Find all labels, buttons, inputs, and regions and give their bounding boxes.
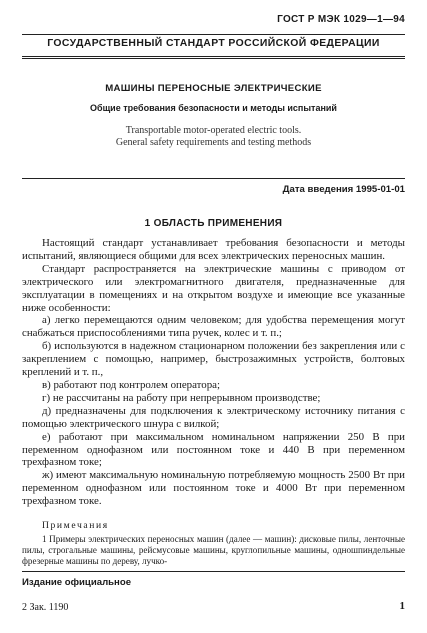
list-item: а) легко перемещаются одним человеком; для удобства перемещения могут снабжаться приспособлениями типа ручек, колес и т. п.; <box>22 314 405 340</box>
subtitle-russian: Общие требования безопасности и методы испытаний <box>90 103 337 113</box>
document-code: ГОСТ Р МЭК 1029—1—94 <box>277 14 405 25</box>
state-standard-banner: ГОСУДАРСТВЕННЫЙ СТАНДАРТ РОССИЙСКОЙ ФЕДЕРАЦИИ <box>47 38 380 49</box>
list-item: ж) имеют максимальную номинальную потребляемую мощность 2500 Вт при переменном однофазном или постоянном токе и 4000 Вт при переменном трехфазном токе. <box>22 469 405 508</box>
footer-rule <box>22 571 405 572</box>
paragraph: Настоящий стандарт устанавливает требования безопасности и методы испытаний, являющиеся общими для всех электрических переносных машин. <box>22 237 405 262</box>
notes-text <box>22 534 405 568</box>
banner-rule-1 <box>22 56 405 57</box>
section-heading: 1 ОБЛАСТЬ ПРИМЕНЕНИЯ <box>144 218 283 229</box>
banner-rule-2 <box>22 58 405 59</box>
note-paragraph: 1 Примеры электрических переносных машин (далее — машин): дисковые пилы, ленточные пилы, строгальные машины, рейсмусовые машины, круглопильные машины, одношпиндельные фрезерные машины по дереву, лучко- <box>22 534 405 567</box>
notes-heading: Примечания <box>42 520 109 531</box>
section-body <box>22 237 405 508</box>
list-item: г) не рассчитаны на работу при непрерывном производстве; <box>42 391 321 404</box>
title-russian: МАШИНЫ ПЕРЕНОСНЫЕ ЭЛЕКТРИЧЕСКИЕ <box>105 83 322 94</box>
intro-date-rule <box>22 178 405 179</box>
title-english-line-2: General safety requirements and testing methods <box>115 137 312 148</box>
title-english <box>22 125 405 149</box>
list-item: д) предназначены для подключения к электрическому источнику питания с помощью электрического шнура с вилкой; <box>22 404 405 430</box>
list-item: е) работают при максимальном номинальном напряжении 250 В при переменном однофазном или постоянном токе и 440 В при переменном трехфазном токе; <box>22 430 405 469</box>
introduction-date: Дата введения 1995-01-01 <box>282 184 405 195</box>
top-rule <box>22 34 405 35</box>
list-item: б) используются в надежном стационарном положении без закрепления или с закреплением с помощью, например, быстрозажимных устройств, болтовых креплений и т. п., <box>22 340 405 379</box>
title-english-line-1: Transportable motor-operated electric tools. <box>125 125 302 136</box>
page-number: 1 <box>399 600 405 612</box>
official-edition-label: Издание официальное <box>22 577 132 588</box>
list-item: в) работают под контролем оператора; <box>42 378 221 391</box>
paragraph: Стандарт распространяется на электрические машины с приводом от электрического или электромагнитного двигателя, предназначенные для эксплуатации в помещениях и на открытом воздухе и имеющие все указанные ниже особенности: <box>22 262 405 314</box>
print-order-number: 2 Зак. 1190 <box>22 602 69 613</box>
